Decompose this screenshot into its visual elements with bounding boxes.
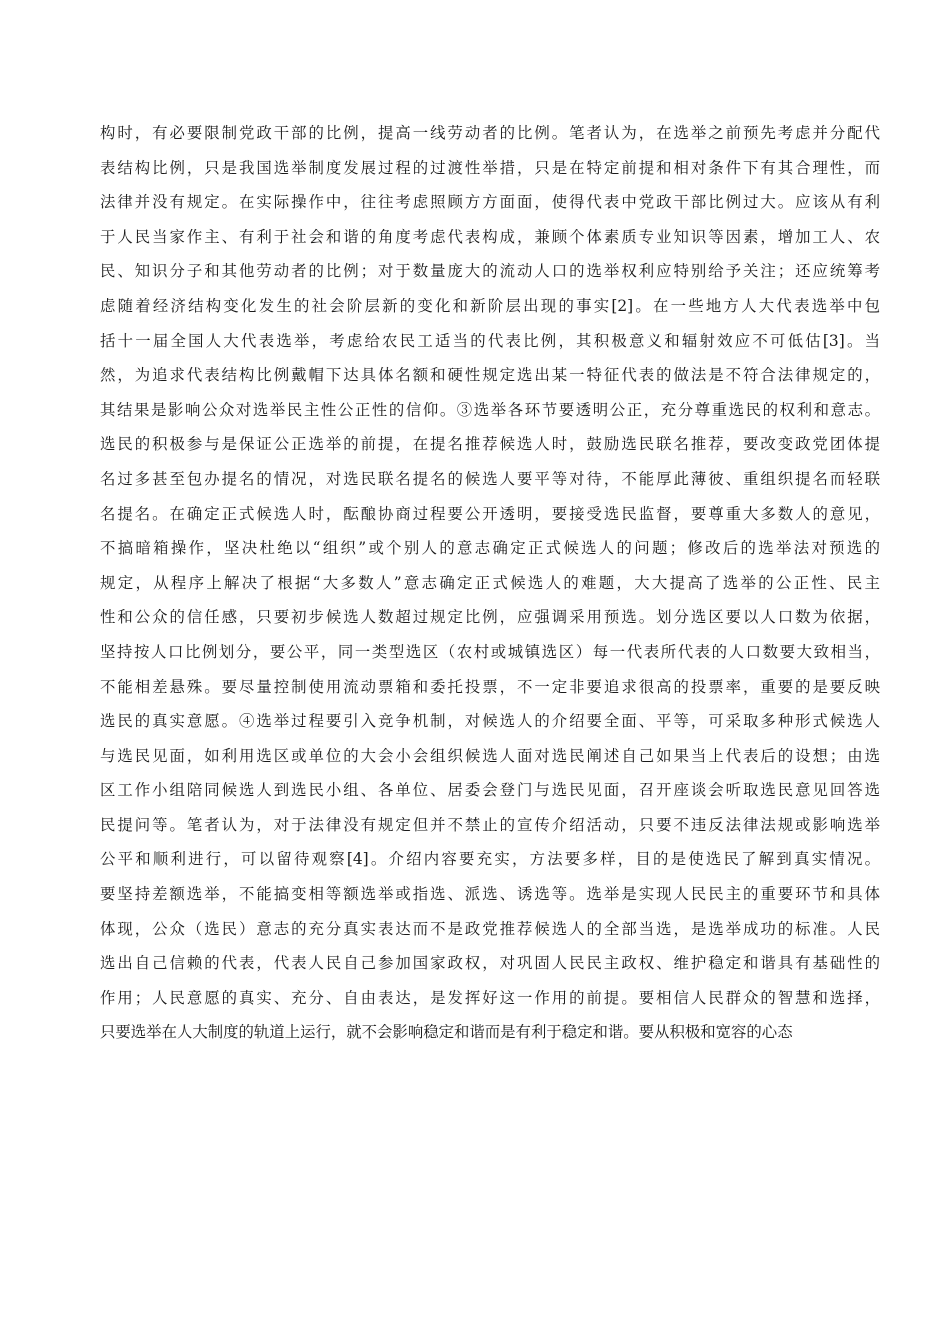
body-text — [100, 116, 880, 1050]
text-line: 坚持按人口比例划分，要公平，同一类型选区（农村或城镇选区）每一代表所代表的人口数要大致相当， — [100, 642, 880, 661]
text-line: 不能相差悬殊。要尽量控制使用流动票箱和委托投票，不一定非要追求很高的投票率，重要的是要反映 — [100, 677, 880, 696]
text-line: 其结果是影响公众对选举民主性公正性的信仰。③选举各环节要透明公正，充分尊重选民的权利和意志。 — [100, 400, 880, 419]
text-line: 民、知识分子和其他劳动者的比例；对于数量庞大的流动人口的选举权利应特别给予关注；还应统筹考 — [100, 262, 880, 281]
text-line: 法律并没有规定。在实际操作中，往往考虑照顾方方面面，使得代表中党政干部比例过大。应该从有利 — [100, 193, 880, 212]
text-line: 名过多甚至包办提名的情况，对选民联名提名的候选人要平等对待，不能厚此薄彼、重组织提名而轻联 — [100, 469, 880, 488]
text-line: 表结构比例，只是我国选举制度发展过程的过渡性举措，只是在特定前提和相对条件下有其合理性，而 — [100, 158, 880, 177]
text-line: 虑随着经济结构变化发生的社会阶层新的变化和新阶层出现的事实[2]。在一些地方人大代表选举中包 — [100, 296, 880, 315]
text-line: 体现，公众（选民）意志的充分真实表达而不是政党推荐候选人的全部当选，是选举成功的标准。人民 — [100, 919, 880, 938]
text-line: 名提名。在确定正式候选人时，酝酿协商过程要公开透明，要接受选民监督，要尊重大多数人的意见， — [100, 504, 880, 523]
text-line: 不搞暗箱操作，坚决杜绝以“组织”或个别人的意志确定正式候选人的问题；修改后的选举法对预选的 — [100, 539, 880, 558]
text-line: 性和公众的信任感，只要初步候选人数超过规定比例，应强调采用预选。划分选区要以人口数为依据， — [100, 608, 880, 627]
text-line: 作用；人民意愿的真实、充分、自由表达，是发挥好这一作用的前提。要相信人民群众的智慧和选择， — [100, 988, 880, 1007]
text-line: 于人民当家作主、有利于社会和谐的角度考虑代表构成，兼顾个体素质专业知识等因素，增加工人、农 — [100, 227, 880, 246]
text-line: 区工作小组陪同候选人到选民小组、各单位、居委会登门与选民见面，召开座谈会听取选民意见回答选 — [100, 781, 880, 800]
text-line: 规定，从程序上解决了根据“大多数人”意志确定正式候选人的难题，大大提高了选举的公正性、民主 — [100, 573, 880, 592]
text-line: 选民的真实意愿。④选举过程要引入竞争机制，对候选人的介绍要全面、平等，可采取多种形式候选人 — [100, 712, 880, 731]
text-line: 与选民见面，如利用选区或单位的大会小会组织候选人面对选民阐述自己如果当上代表后的设想；由选 — [100, 746, 880, 765]
text-line: 括十一届全国人大代表选举，考虑给农民工适当的代表比例，其积极意义和辐射效应不可低估[3]。当 — [100, 331, 880, 350]
text-line: 公平和顺利进行，可以留待观察[4]。介绍内容要充实，方法要多样，目的是使选民了解到真实情况。 — [100, 850, 880, 869]
text-line: 只要选举在人大制度的轨道上运行，就不会影响稳定和谐而是有利于稳定和谐。要从积极和宽容的心态 — [100, 1023, 793, 1042]
text-line: 选民的积极参与是保证公正选举的前提，在提名推荐候选人时，鼓励选民联名推荐，要改变政党团体提 — [100, 435, 880, 454]
text-line: 民提问等。笔者认为，对于法律没有规定但并不禁止的宣传介绍活动，只要不违反法律法规或影响选举 — [100, 815, 880, 834]
text-line: 构时，有必要限制党政干部的比例，提高一线劳动者的比例。笔者认为，在选举之前预先考虑并分配代 — [100, 124, 880, 142]
text-line: 选出自己信赖的代表，代表人民自己参加国家政权，对巩固人民民主政权、维护稳定和谐具有基础性的 — [100, 954, 880, 973]
text-line: 要坚持差额选举，不能搞变相等额选举或指选、派选、诱选等。选举是实现人民民主的重要环节和具体 — [100, 885, 880, 904]
text-line: 然，为追求代表结构比例戴帽下达具体名额和硬性规定选出某一特征代表的做法是不符合法律规定的， — [100, 366, 880, 385]
